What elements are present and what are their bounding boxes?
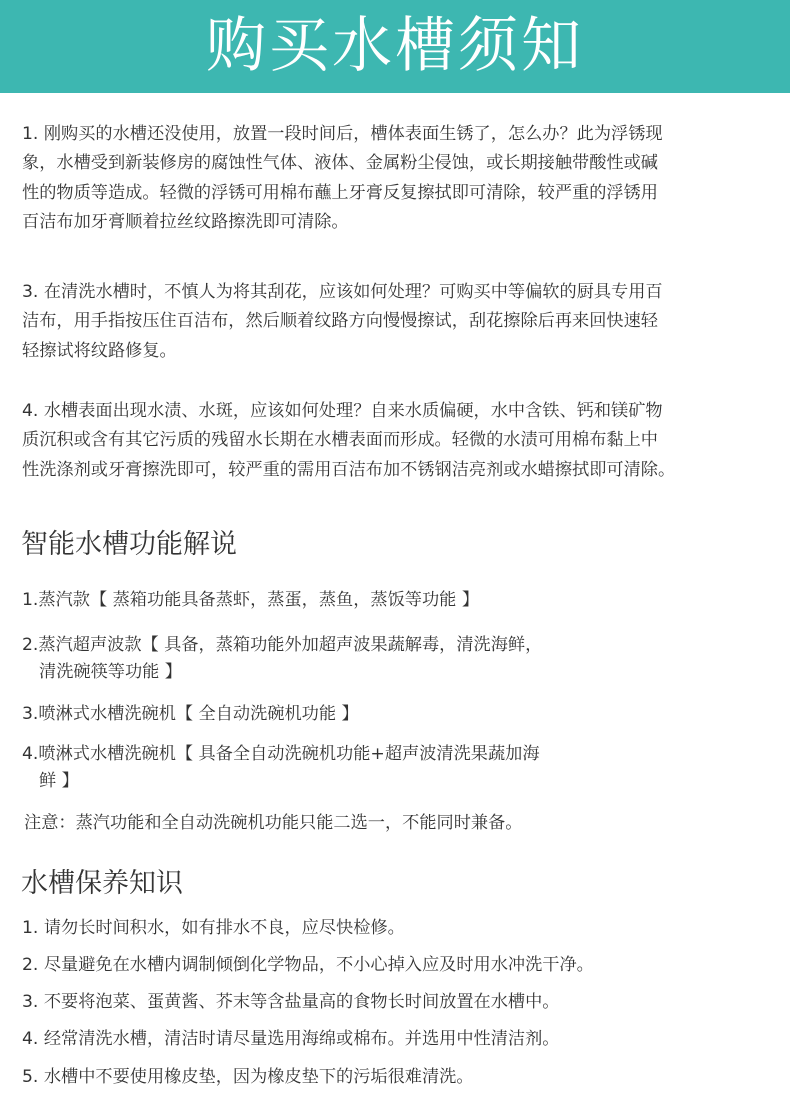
faq-line: 象，水槽受到新装修房的腐蚀性气体、液体、金属粉尘侵蚀，或长期接触带酸性或碱 <box>22 153 658 174</box>
faq-line: 轻擦试将纹路修复。 <box>22 340 177 361</box>
maintenance-heading: 水槽保养知识 <box>21 868 183 899</box>
title-banner <box>0 0 790 93</box>
faq-line: 百洁布加牙膏顺着拉丝纹路擦洗即可清除。 <box>22 212 349 233</box>
function-item <box>22 587 479 614</box>
faq-paragraph-water-stain <box>22 397 774 485</box>
function-item-line: 2.蒸汽超声波款【 具备，蒸箱功能外加超声波果蔬解毒，清洗海鲜， <box>22 635 543 655</box>
faq-line: 3. 在清洗水槽时，不慎人为将其刮花，应该如何处理？可购买中等偏软的厨具专用百 <box>22 282 663 302</box>
function-item <box>22 632 542 686</box>
faq-line: 洁布，用手指按压住百洁布，然后顺着纹路方向慢慢擦试，刮花擦除后再来回快速轻 <box>22 311 658 332</box>
maintenance-item: 5. 水槽中不要使用橡皮垫，因为橡皮垫下的污垢很难清洗。 <box>22 1067 474 1087</box>
maintenance-item: 1. 请勿长时间积水，如有排水不良，应尽快检修。 <box>22 918 405 938</box>
function-item-line: 清洗碗筷等功能 】 <box>39 662 182 682</box>
functions-heading: 智能水槽功能解说 <box>21 529 237 560</box>
function-item-line: 4.喷淋式水槽洗碗机【 具备全自动洗碗机功能+超声波清洗果蔬加海 <box>22 744 540 764</box>
faq-line: 1. 刚购买的水槽还没使用，放置一段时间后，槽体表面生锈了，怎么办？此为浮锈现 <box>22 124 663 144</box>
faq-line: 性的物质等造成。轻微的浮锈可用棉布蘸上牙膏反复擦拭即可清除，较严重的浮锈用 <box>22 182 658 203</box>
function-item-line: 1.蒸汽款【 蒸箱功能具备蒸虾，蒸蛋，蒸鱼，蒸饭等功能 】 <box>22 590 480 610</box>
function-item <box>22 701 359 728</box>
function-item <box>22 741 540 795</box>
function-item-line: 鲜 】 <box>39 771 79 791</box>
maintenance-item: 2. 尽量避免在水槽内调制倾倒化学物品，不小心掉入应及时用水冲洗干净。 <box>22 955 594 975</box>
faq-paragraph-rust <box>22 120 774 238</box>
faq-line: 质沉积或含有其它污质的残留水长期在水槽表面而形成。轻微的水渍可用棉布黏上中 <box>22 430 658 451</box>
faq-line: 性洗涤剂或牙膏擦洗即可，较严重的需用百洁布加不锈钢洁亮剂或水蜡擦拭即可清除。 <box>22 459 676 480</box>
page-title: 购买水槽须知 <box>206 11 584 81</box>
function-item-line: 3.喷淋式水槽洗碗机【 全自动洗碗机功能 】 <box>22 704 359 724</box>
maintenance-item: 4. 经常清洗水槽，清洁时请尽量选用海绵或棉布。并选用中性清洁剂。 <box>22 1029 560 1049</box>
faq-line: 4. 水槽表面出现水渍、水斑，应该如何处理？自来水质偏硬，水中含铁、钙和镁矿物 <box>22 401 663 421</box>
maintenance-item: 3. 不要将泡菜、蛋黄酱、芥末等含盐量高的食物长时间放置在水槽中。 <box>22 992 560 1012</box>
functions-note: 注意：蒸汽功能和全自动洗碗机功能只能二选一，不能同时兼备。 <box>24 813 523 833</box>
faq-paragraph-scratch <box>22 278 774 366</box>
